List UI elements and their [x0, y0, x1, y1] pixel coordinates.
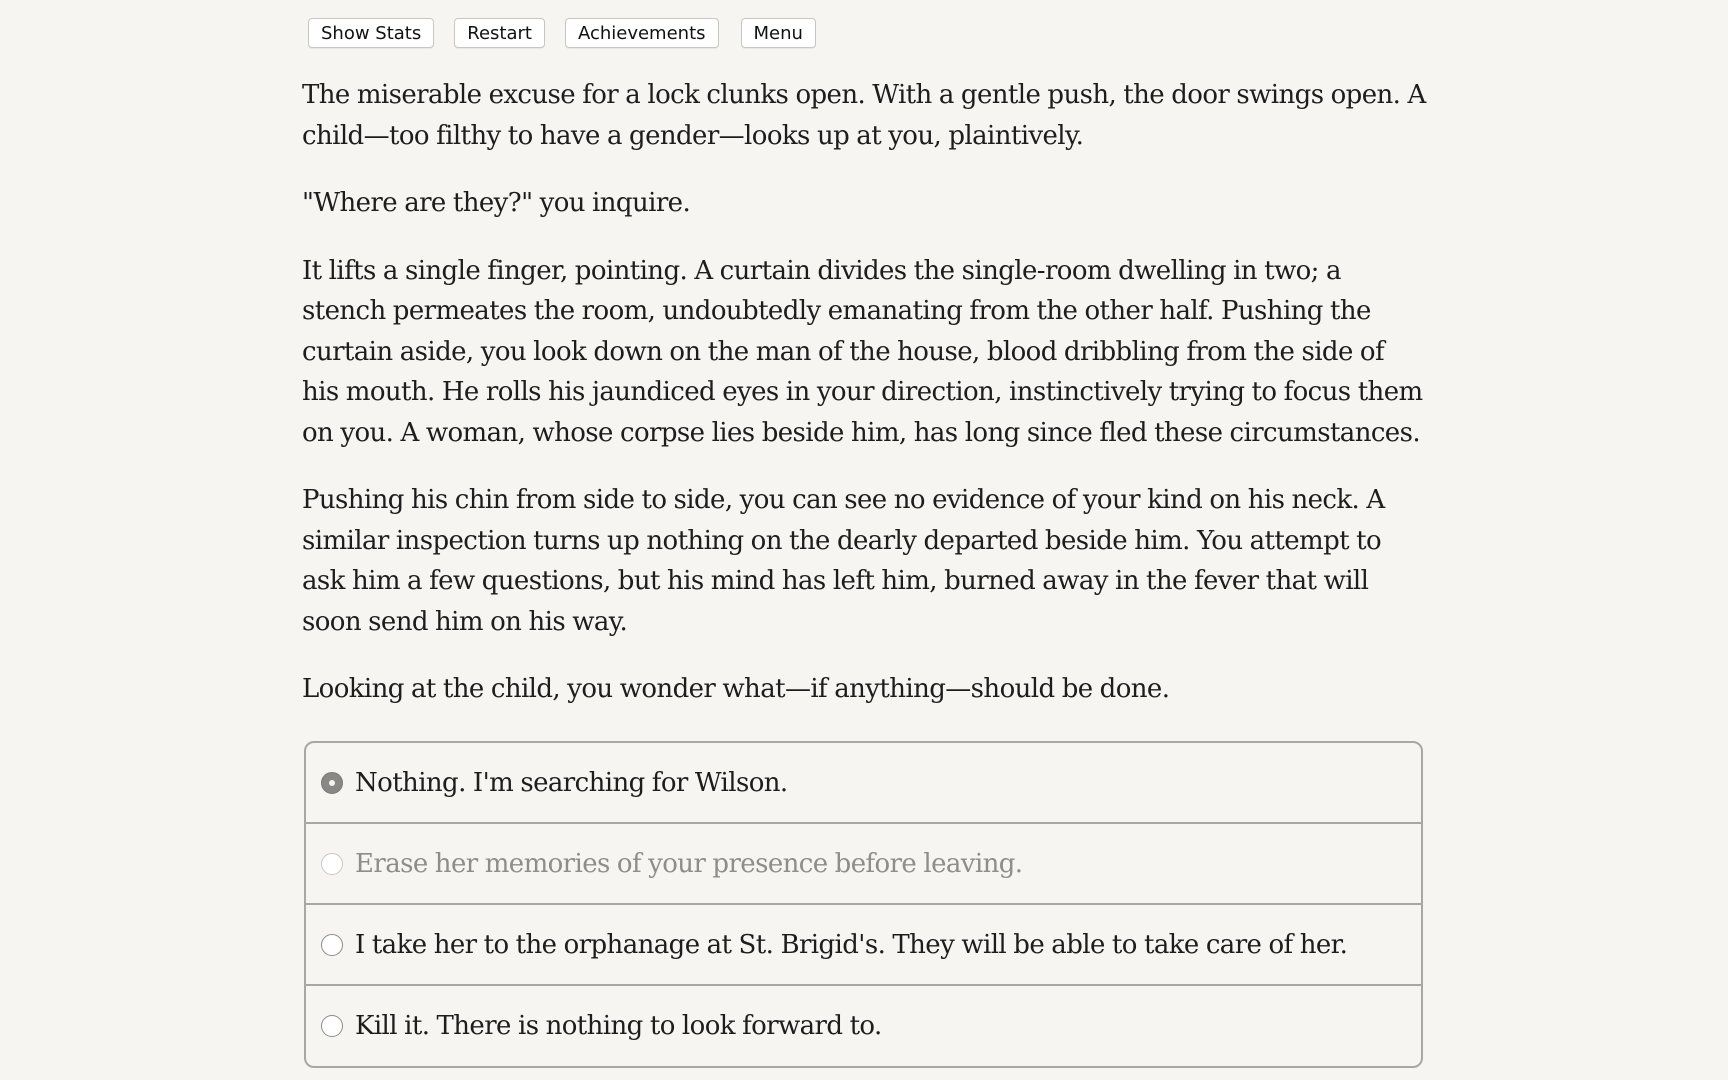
choice-label: I take her to the orphanage at St. Brigid's. They will be able to take care of her.: [355, 929, 1348, 960]
show-stats-button[interactable]: Show Stats: [308, 18, 434, 48]
restart-button[interactable]: Restart: [454, 18, 545, 48]
story-paragraph: It lifts a single finger, pointing. A curtain divides the single-room dwelling in two; a stench permeates the room, undoubtedly emanating from the other half. Pushing the curtain aside, you look down on the man of the house, blood dribbling from the side of his mouth. He rolls his jaundiced eyes in your direction, instinctively trying to focus them on you. A woman, whose corpse lies beside him, has long since fled these circumstances.: [302, 255, 1423, 448]
menu-button[interactable]: Menu: [741, 18, 816, 48]
story-paragraph: "Where are they?" you inquire.: [302, 188, 691, 218]
radio-button[interactable]: [321, 853, 343, 875]
story-text: [302, 75, 1426, 737]
radio-button[interactable]: [321, 772, 343, 794]
story-paragraph: Pushing his chin from side to side, you can see no evidence of your kind on his neck. A similar inspection turns up nothing on the dearly departed beside him. You attempt to ask him a few questions, but his mind has left him, burned away in the fever that will soon send him on his way.: [302, 485, 1385, 637]
choice-list: [304, 741, 1423, 1068]
choice-label: Nothing. I'm searching for Wilson.: [355, 767, 788, 798]
achievements-button[interactable]: Achievements: [565, 18, 719, 48]
radio-button[interactable]: [321, 1015, 343, 1037]
choice-option[interactable]: [306, 824, 1421, 905]
choice-option[interactable]: [306, 905, 1421, 986]
choice-option[interactable]: [306, 743, 1421, 824]
radio-button[interactable]: [321, 934, 343, 956]
choice-label: Kill it. There is nothing to look forward to.: [355, 1011, 882, 1041]
choice-option[interactable]: [306, 986, 1421, 1066]
story-paragraph: The miserable excuse for a lock clunks open. With a gentle push, the door swings open. A child—too filthy to have a gender—looks up at you, plaintively.: [302, 80, 1426, 151]
story-paragraph: Looking at the child, you wonder what—if anything—should be done.: [302, 674, 1170, 704]
toolbar: [308, 18, 816, 48]
choice-label: Erase her memories of your presence before leaving.: [355, 848, 1023, 879]
